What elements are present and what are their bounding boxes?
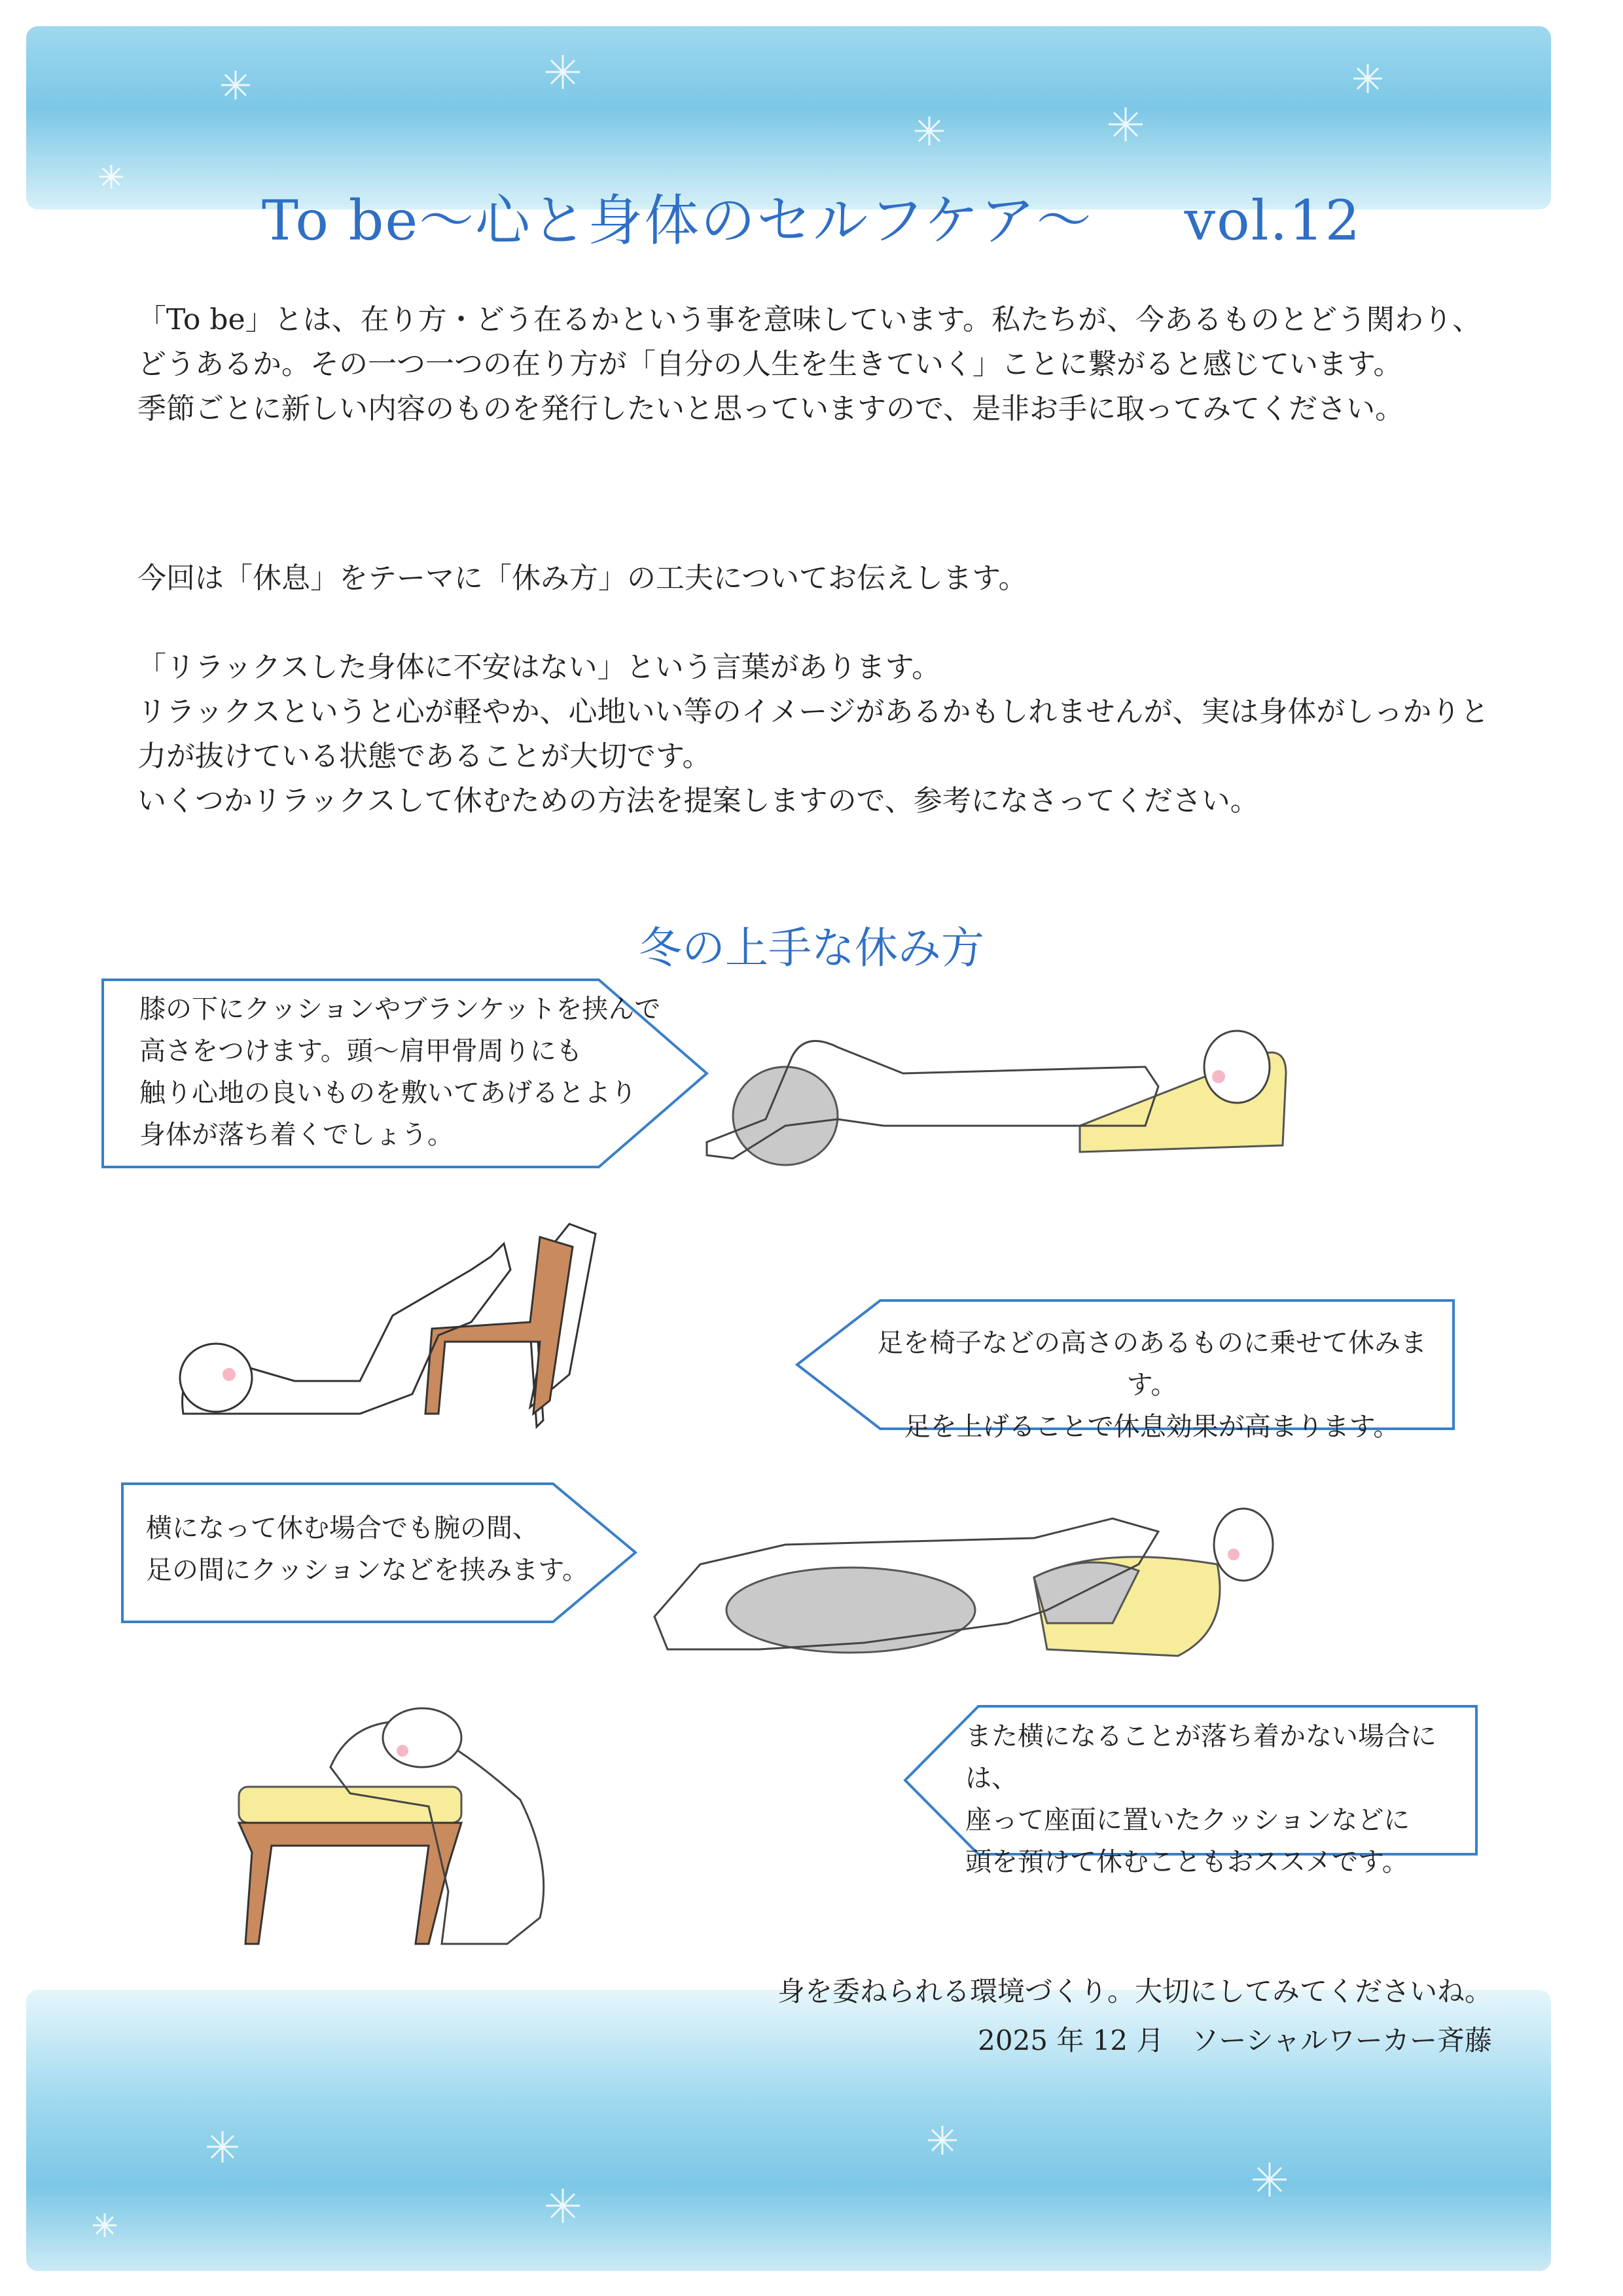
- theme-paragraph-3: リラックスというと心が軽やか、心地いい等のイメージがあるかもしれませんが、実は身体がしっかりと力が抜けている状態であることが大切です。: [137, 695, 1489, 773]
- section-title: 冬の上手な休み方: [639, 923, 984, 973]
- tip-text-3: 横になって休む場合でも腕の間、 足の間にクッションなどを挟みます。: [146, 1513, 588, 1585]
- closing-message: 身を委ねられる環境づくり。大切にしてみてくださいね。: [777, 1975, 1492, 2007]
- person-seated-leaning-icon: [232, 1695, 573, 1950]
- intro-paragraph-1: 「To be」とは、在り方・どう在るかという事を意味しています。私たちが、今あるものとどう関わり、どうあるか。その一つ一つの在り方が「自分の人生を生きていく」ことに繋がると感じています。: [137, 303, 1482, 381]
- person-side-lying-icon: [641, 1492, 1296, 1669]
- theme-paragraph-2: 「リラックスした身体に不安はない」という言葉があります。: [137, 651, 941, 684]
- tip-callout-feet-raised: [795, 1299, 1456, 1442]
- illustration-feet-on-chair: [164, 1217, 753, 1433]
- illustration-lying-knee-cushion: [687, 995, 1309, 1172]
- person-lying-icon: [687, 995, 1309, 1172]
- tip-text-1: 膝の下にクッションやブランケットを挟んで 高さをつけます。頭～肩甲骨周りにも 触り心地の良いものを敷いてあげるとより 身体が落ち着くでしょう。: [139, 994, 661, 1150]
- theme-paragraph-1: 今回は「休息」をテーマに「休み方」の工夫についてお伝えします。: [137, 562, 1027, 595]
- intro-section: [137, 298, 1499, 431]
- tip-text-2: 足を椅子などの高さのあるものに乗せて休みます。 足を上げることで休息効果が高まります。: [877, 1328, 1427, 1442]
- newsletter-title: [0, 177, 1623, 256]
- tip-callout-knee-cushion: [101, 978, 710, 1168]
- illustration-seated-leaning: [232, 1695, 573, 1950]
- title-volume: vol.12: [1184, 188, 1362, 253]
- closing-signature: 2025 年 12 月 ソーシャルワーカー斉藤: [978, 2024, 1492, 2056]
- title-main: To be～心と身体のセルフケア～: [261, 188, 1093, 253]
- illustration-side-lying-cushions: [641, 1492, 1296, 1669]
- person-legs-up-chair-icon: [164, 1217, 753, 1433]
- theme-paragraph-4: いくつかリラックスして休むための方法を提案しますので、参考になさってください。: [137, 784, 1259, 817]
- tip-text-4: また横になることが落ち着かない場合には、 座って座面に置いたクッションなどに 頭を預けて休むこともおススメです。: [965, 1721, 1436, 1877]
- theme-section: [137, 556, 1499, 823]
- tip-callout-seated: [903, 1705, 1479, 1877]
- tip-callout-side-lying: [121, 1482, 638, 1623]
- intro-paragraph-2: 季節ごとに新しい内容のものを発行したいと思っていますので、是非お手に取ってみてください。: [137, 392, 1404, 425]
